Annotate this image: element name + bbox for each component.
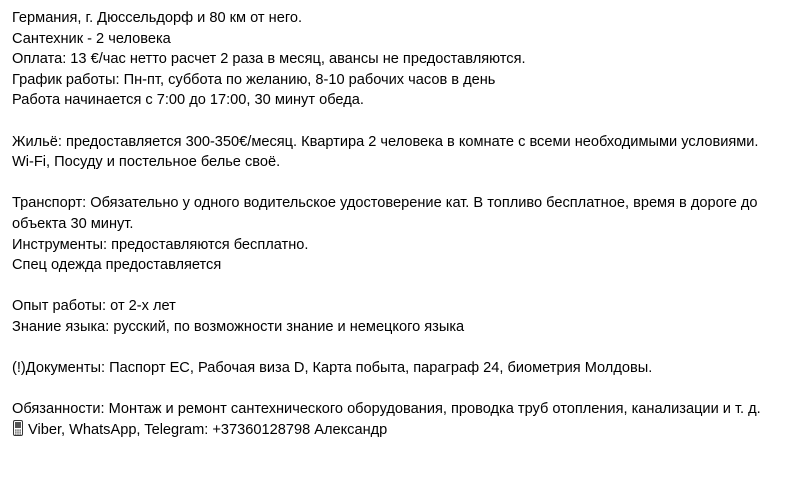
contact-text: Viber, WhatsApp, Telegram: +37360128798 Александр — [28, 421, 388, 438]
paragraph-gap — [12, 338, 782, 359]
schedule-line: График работы: Пн-пт, суббота по желанию, 8-10 рабочих часов в день — [12, 71, 496, 88]
paragraph-gap — [12, 379, 782, 400]
workwear-line: Спец одежда предоставляется — [12, 257, 222, 274]
paragraph-gap — [12, 111, 782, 132]
experience-line: Опыт работы: от 2-х лет — [12, 298, 176, 315]
duties-paragraph: Обязанности: Монтаж и ремонт сантехнического оборудования, проводка труб отопления, канализации и т. д. — [12, 401, 761, 418]
contact-line — [12, 420, 782, 441]
payment-line: Оплата: 13 €/час нетто расчет 2 раза в месяц, авансы не предоставляются. — [12, 51, 526, 68]
paragraph-gap — [12, 173, 782, 194]
housing-paragraph: Жильё: предоставляется 300-350€/месяц. Квартира 2 человека в комнате с всеми необходимыми условиями. Wi-Fi, Посуду и постельное белье своё. — [12, 133, 759, 171]
paragraph-gap — [12, 276, 782, 297]
documents-line: (!)Документы: Паспорт ЕС, Рабочая виза D, Карта побыта, параграф 24, биометрия Молдовы. — [12, 360, 653, 377]
location-line: Германия, г. Дюссельдорф и 80 км от него. — [12, 10, 303, 26]
mobile-phone-icon — [12, 420, 24, 436]
hours-line: Работа начинается с 7:00 до 17:00, 30 минут обеда. — [12, 92, 364, 109]
transport-paragraph: Транспорт: Обязательно у одного водительское удостоверение кат. В топливо бесплатное, время в дороге до объекта 30 минут. — [12, 195, 758, 232]
job-posting-document — [12, 8, 782, 440]
tools-line: Инструменты: предоставляются бесплатно. — [12, 236, 309, 253]
language-line: Знание языка: русский, по возможности знание и немецкого языка — [12, 318, 465, 335]
position-line: Сантехник - 2 человека — [12, 30, 171, 47]
